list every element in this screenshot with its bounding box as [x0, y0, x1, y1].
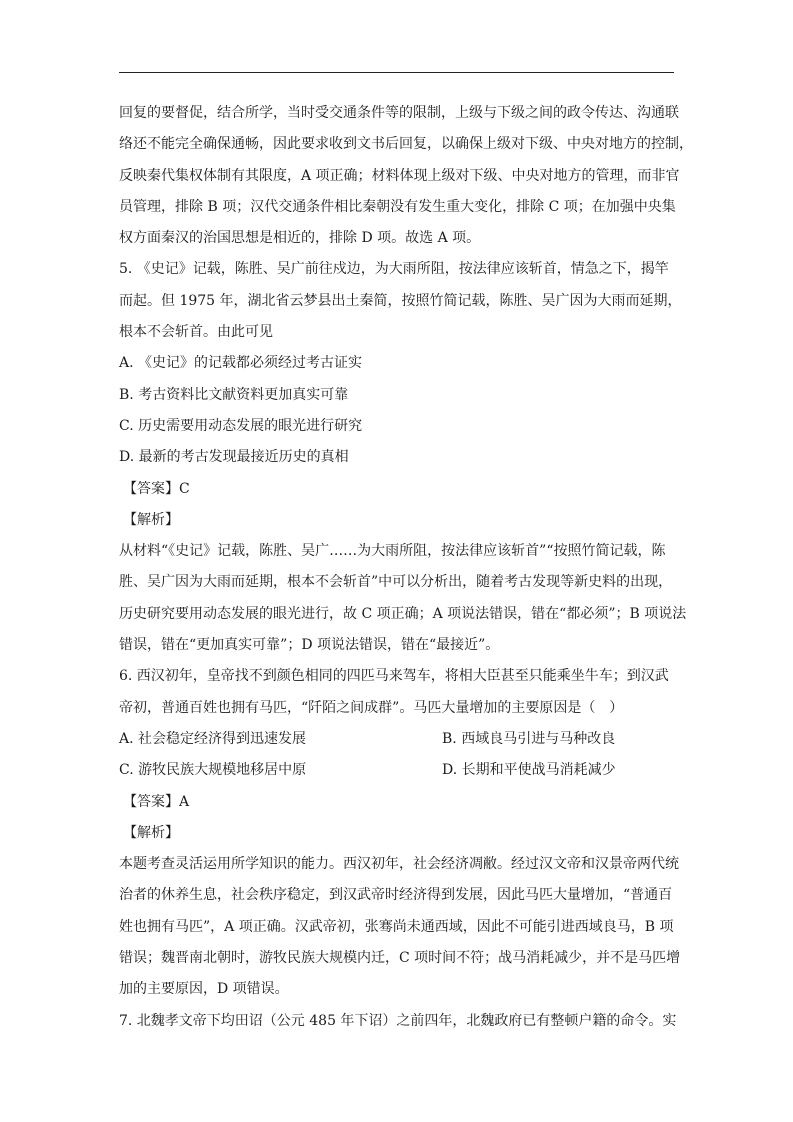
question-stem-line: 6. 西汉初年，皇帝找不到颜色相同的四匹马来驾车，将相大臣甚至只能乘坐牛车；到汉武	[119, 668, 669, 685]
question-5	[119, 254, 687, 661]
option-b: B. 西域良马引进与马种改良	[442, 730, 616, 747]
question-stem-line: 而起。但 1975 年，湖北省云梦县出土秦简，按照竹简记载，陈胜、吴广因为大雨而延期，	[119, 292, 682, 309]
analysis-line: 错误；魏晋南北朝时，游牧民族大规模内迁，C 项时间不符；战马消耗减少，并不是马匹增	[119, 950, 681, 967]
option-d: D. 长期和平使战马消耗减少	[442, 762, 616, 779]
analysis-line: 姓也拥有马匹”，A 项正确。汉武帝初，张骞尚未通西域，因此不可能引进西域良马，B 项	[119, 918, 674, 935]
option-c: C. 游牧民族大规模地移居中原	[119, 762, 307, 779]
text-line: 回复的要督促，结合所学，当时受交通条件等的限制，上级与下级之间的政令传达、沟通联	[119, 105, 679, 121]
answer-label: 【答案】A	[123, 793, 190, 810]
analysis-line: 历史研究要用动态发展的眼光进行，故 C 项正确；A 项说法错误，错在“都必须”；B 项说法	[119, 605, 687, 622]
analysis-line: 错误，错在“更加真实可靠”；D 项说法错误，错在“最接近”。	[119, 637, 500, 654]
analysis-line: 从材料“《史记》记载，陈胜、吴广……为大雨所阻，按法律应该斩首”“按照竹简记载，陈	[119, 543, 666, 560]
analysis-line: 本题考查灵活运用所学知识的能力。西汉初年，社会经济凋敝。经过汉文帝和汉景帝两代统	[119, 856, 679, 873]
option-c: C. 历史需要用动态发展的眼光进行研究	[119, 417, 363, 434]
question-stem-line: 帝初，普通百姓也拥有马匹，“阡陌之间成群”。马匹大量增加的主要原因是（ ）	[119, 699, 624, 716]
question-6	[119, 661, 679, 1005]
option-a: A. 《史记》的记载都必须经过考古证实	[119, 355, 363, 372]
analysis-label: 【解析】	[123, 824, 179, 841]
option-b: B. 考古资料比文献资料更加真实可靠	[119, 386, 349, 403]
question-stem-line: 7. 北魏孝文帝下均田诏（公元 485 年下诏）之前四年，北魏政府已有整顿户籍的命令。实	[119, 1012, 677, 1029]
page-content	[119, 98, 693, 1037]
analysis-line: 治者的休养生息，社会秩序稳定，到汉武帝时经济得到发展，因此马匹大量增加，“普通百	[119, 887, 673, 904]
option-a: A. 社会稳定经济得到迅速发展	[119, 730, 307, 747]
analysis-line: 加的主要原因，D 项错误。	[119, 981, 289, 998]
option-d: D. 最新的考古发现最接近历史的真相	[119, 449, 349, 466]
question-stem-line: 根本不会斩首。由此可见	[119, 324, 273, 341]
options-row	[119, 755, 679, 786]
header-rule	[119, 72, 674, 73]
options-row	[119, 724, 679, 755]
question-7	[119, 1006, 679, 1037]
text-line: 权方面秦汉的治国思想是相近的，排除 D 项。故选 A 项。	[119, 230, 481, 247]
text-line: 员管理，排除 B 项；汉代交通条件相比秦朝没有发生重大变化，排除 C 项；在加强中央集	[119, 198, 676, 215]
text-line: 反映秦代集权体制有其限度，A 项正确；材料体现上级对下级、中央对地方的管理，而非官	[119, 167, 680, 184]
question-stem-line: 5. 《史记》记载，陈胜、吴广前往戍边，为大雨所阻，按法律应该斩首，情急之下，揭竿	[119, 261, 669, 278]
prev-explanation	[119, 98, 693, 254]
answer-label: 【答案】C	[123, 480, 190, 497]
analysis-label: 【解析】	[123, 511, 179, 528]
analysis-line: 胜、吴广因为大雨而延期，根本不会斩首”中可以分析出，随着考古发现等新史料的出现，	[119, 574, 673, 591]
text-line: 络还不能完全确保通畅，因此要求收到文书后回复，以确保上级对下级、中央对地方的控制，	[119, 136, 693, 153]
